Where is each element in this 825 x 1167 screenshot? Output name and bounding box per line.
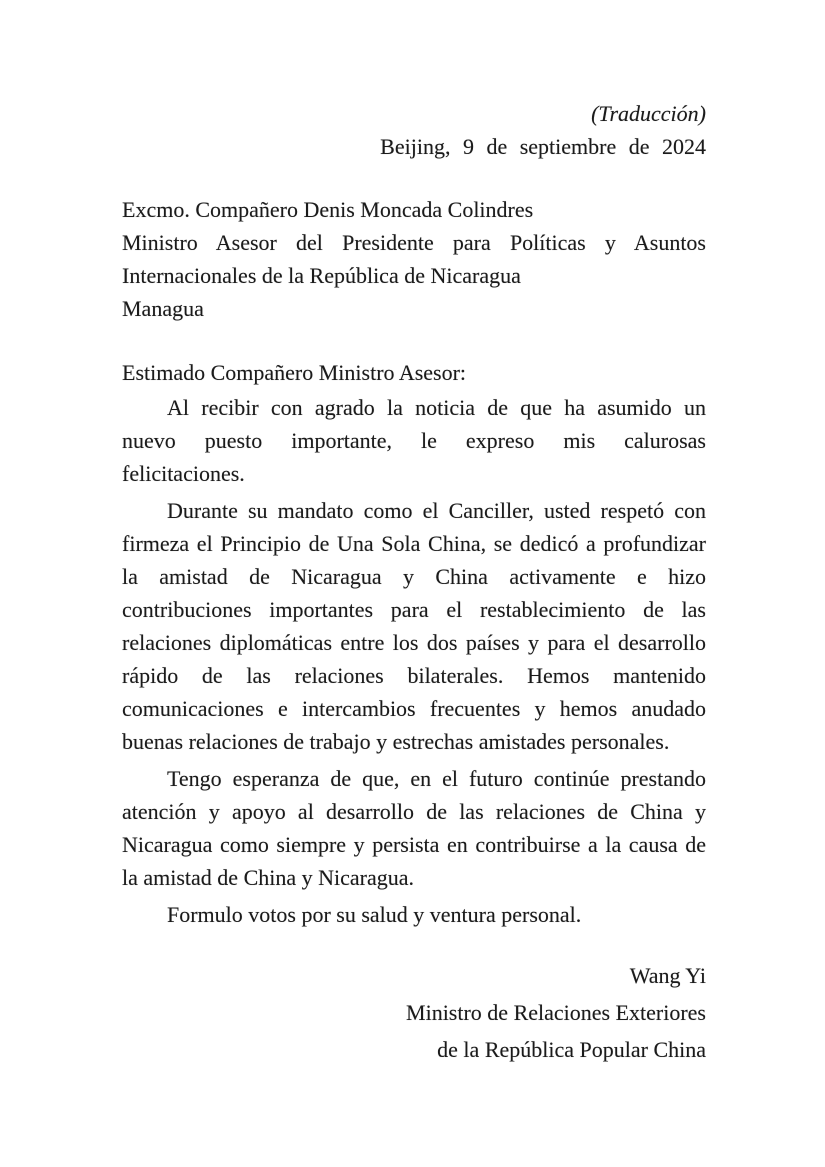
body-line: rápido de las relaciones bilaterales. Hemos mantenido (122, 663, 706, 688)
body-line: atención y apoyo al desarrollo de las relaciones de China y (122, 799, 706, 824)
signature-line: Wang Yi (629, 963, 706, 988)
recipient-line: Ministro Asesor del Presidente para Políticas y Asuntos (122, 230, 706, 255)
letter-body (122, 391, 706, 931)
body-line: firmeza el Principio de Una Sola China, se dedicó a profundizar (122, 531, 706, 556)
body-line: Tengo esperanza de que, en el futuro continúe prestando (167, 766, 706, 791)
body-line: la amistad de China y Nicaragua. (122, 865, 415, 890)
body-line: relaciones diplomáticas entre los dos países y para el desarrollo (122, 630, 706, 655)
body-line: Durante su mandato como el Canciller, usted respetó con (167, 498, 706, 523)
signature-line: de la República Popular China (437, 1037, 706, 1062)
recipient-line: Managua (122, 296, 204, 321)
body-line: Nicaragua como siempre y persista en contribuirse a la causa de (122, 832, 706, 857)
salutation: Estimado Compañero Ministro Asesor: (122, 360, 467, 385)
recipient-block (122, 193, 706, 325)
recipient-line: Excmo. Compañero Denis Moncada Colindres (122, 197, 534, 222)
dateline: Beijing, 9 de septiembre de 2024 (380, 134, 706, 159)
paragraph (122, 762, 706, 894)
body-line: buenas relaciones de trabajo y estrechas amistades personales. (122, 729, 670, 754)
translation-note: (Traducción) (591, 101, 706, 126)
letter-content (122, 97, 706, 1068)
paragraph (122, 391, 706, 490)
paragraph (122, 898, 706, 931)
paragraph (122, 494, 706, 758)
body-line: nuevo puesto importante, le expreso mis calurosas (122, 428, 706, 453)
body-line: felicitaciones. (122, 461, 245, 486)
body-line: comunicaciones e intercambios frecuentes y hemos anudado (122, 696, 706, 721)
body-line: Al recibir con agrado la noticia de que ha asumido un (167, 395, 706, 420)
body-line: la amistad de Nicaragua y China activamente e hizo (122, 564, 706, 589)
body-line: contribuciones importantes para el restablecimiento de las (122, 597, 706, 622)
signature-block (122, 957, 706, 1068)
signature-line: Ministro de Relaciones Exteriores (406, 1000, 706, 1025)
recipient-line: Internacionales de la República de Nicaragua (122, 263, 521, 288)
body-line: Formulo votos por su salud y ventura personal. (167, 902, 582, 927)
